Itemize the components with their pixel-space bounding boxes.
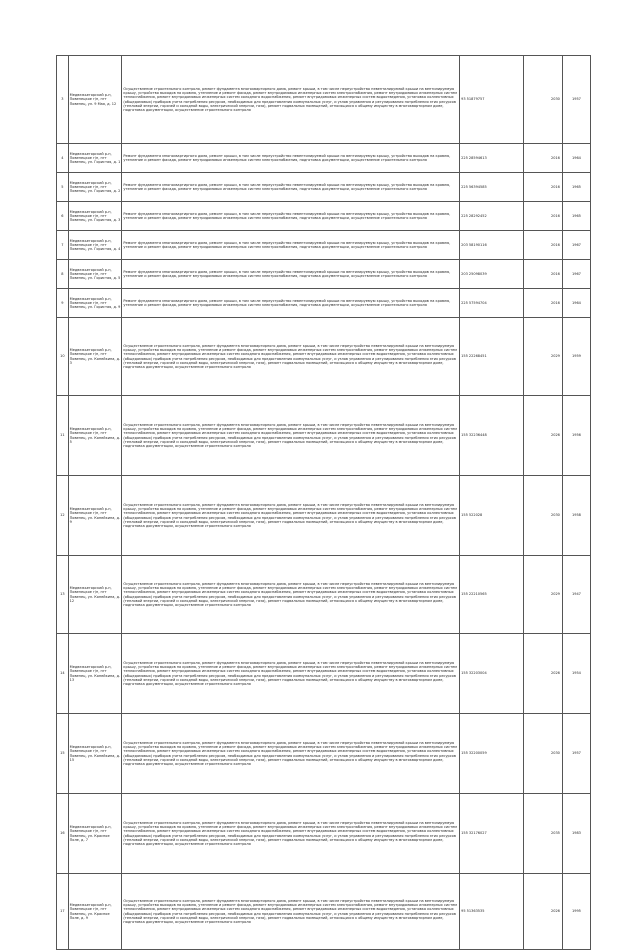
built-year-cell: 1995 bbox=[562, 874, 590, 950]
works-description-cell: Ремонт фундамента многоквартирного дома, ремонт крыши, в том числе переустройство невентилируемой крыши на вентилируемую крышу, устройство выходов на кровлю, утепление и ремонт фасада, ремонт внутридомовых инженерных систем электроснабжения, подготовка документации, осуществление строительного контроля bbox=[122, 260, 460, 289]
address-cell: Медвежьегорский р-н, Повенецкое г/п, пгт Повенец, ул. Гористая, д. 4 bbox=[68, 231, 122, 260]
cost-cell: 155 32203004 bbox=[460, 634, 524, 714]
planned-year-cell: 2016 bbox=[524, 289, 563, 318]
row-number-cell: 9 bbox=[57, 289, 69, 318]
cost-cell: 203 58190116 bbox=[460, 231, 524, 260]
built-year-cell: 1947 bbox=[562, 556, 590, 634]
address-cell: Медвежьегорский р-н, Повенецкое г/п, пгт Повенец, ул. 9 Мая, д. 12 bbox=[68, 56, 122, 144]
works-description-cell: Осуществление строительного контроля, ремонт фундамента многоквартирного дома, ремонт крыши, в том числе переустройство невентилируемой крыши на вентилируемую крышу, устройство выходов на кровлю, утепление и ремонт фасада, ремонт внутридомовых инженерных систем электроснабжения, ремонт внутридомовых инженерных систем теплоснабжения, ремонт внутридомовых инженерных систем холодного водоснабжения, ремонт внутридомовых инженерных систем водоотведения, установка коллективных (общедомовых) приборов учета потребления ресурсов, необходимых для предоставления коммунальных услуг, и узлов управления и регулирования потребления этих ресурсов (тепловой энергии, горячей и холодной воды, электрической энергии, газа), ремонт подвальных помещений, относящихся к общему имуществу в многоквартирном доме, подготовка документации, осуществление строительного контроля bbox=[122, 476, 460, 556]
table-row bbox=[57, 56, 591, 144]
built-year-cell: 1964 bbox=[562, 144, 590, 173]
built-year-cell: 1965 bbox=[562, 202, 590, 231]
works-description-cell: Осуществление строительного контроля, ремонт фундамента многоквартирного дома, ремонт крыши, в том числе переустройство невентилируемой крыши на вентилируемую крышу, устройство выходов на кровлю, утепление и ремонт фасада, ремонт внутридомовых инженерных систем электроснабжения, ремонт внутридомовых инженерных систем теплоснабжения, ремонт внутридомовых инженерных систем холодного водоснабжения, ремонт внутридомовых инженерных систем водоотведения, установка коллективных (общедомовых) приборов учета потребления ресурсов, необходимых для предоставления коммунальных услуг, и узлов управления и регулирования потребления этих ресурсов (тепловой энергии, горячей и холодной воды, электрической энергии, газа), ремонт подвальных помещений, относящихся к общему имуществу в многоквартирном доме, подготовка документации, осуществление строительного контроля bbox=[122, 318, 460, 396]
built-year-cell: 1965 bbox=[562, 173, 590, 202]
cost-cell: 93 51879757 bbox=[460, 56, 524, 144]
table-row bbox=[57, 714, 591, 794]
planned-year-cell: 2016 bbox=[524, 202, 563, 231]
works-description-cell: Осуществление строительного контроля, ремонт фундамента многоквартирного дома, ремонт крыши, в том числе переустройство невентилируемой крыши на вентилируемую крышу, устройство выходов на кровлю, утепление и ремонт фасада, ремонт внутридомовых инженерных систем электроснабжения, ремонт внутридомовых инженерных систем теплоснабжения, ремонт внутридомовых инженерных систем холодного водоснабжения, ремонт внутридомовых инженерных систем водоотведения, установка коллективных (общедомовых) приборов учета потребления ресурсов, необходимых для предоставления коммунальных услуг, и узлов управления и регулирования потребления этих ресурсов (тепловой энергии, горячей и холодной воды, электрической энергии, газа), ремонт подвальных помещений, относящихся к общему имуществу в многоквартирном доме, подготовка документации, осуществление строительного контроля bbox=[122, 396, 460, 476]
row-number-cell: 3 bbox=[57, 56, 69, 144]
works-description-cell: Ремонт фундамента многоквартирного дома, ремонт крыши, в том числе переустройство невентилируемой крыши на вентилируемую крышу, устройство выходов на кровлю, утепление и ремонт фасада, ремонт внутридомовых инженерных систем электроснабжения, подготовка документации, осуществление строительного контроля bbox=[122, 144, 460, 173]
address-cell: Медвежьегорский р-н, Повенецкое г/п, пгт Повенец, ул. Красное Поле, д. 7 bbox=[68, 794, 122, 874]
works-description-cell: Ремонт фундамента многоквартирного дома, ремонт крыши, в том числе переустройство невентилируемой крыши на вентилируемую крышу, устройство выходов на кровлю, утепление и ремонт фасада, ремонт внутридомовых инженерных систем электроснабжения, подготовка документации, осуществление строительного контроля bbox=[122, 289, 460, 318]
row-number-cell: 15 bbox=[57, 714, 69, 794]
row-number-cell: 17 bbox=[57, 874, 69, 950]
table-row bbox=[57, 260, 591, 289]
built-year-cell: 1954 bbox=[562, 634, 590, 714]
works-description-cell: Осуществление строительного контроля, ремонт фундамента многоквартирного дома, ремонт крыши, в том числе переустройство невентилируемой крыши на вентилируемую крышу, устройство выходов на кровлю, утепление и ремонт фасада, ремонт внутридомовых инженерных систем электроснабжения, ремонт внутридомовых инженерных систем теплоснабжения, ремонт внутридомовых инженерных систем холодного водоснабжения, ремонт внутридомовых инженерных систем водоотведения, установка коллективных (общедомовых) приборов учета потребления ресурсов, необходимых для предоставления коммунальных услуг, и узлов управления и регулирования потребления этих ресурсов (тепловой энергии, горячей и холодной воды, электрической энергии, газа), ремонт подвальных помещений, относящихся к общему имуществу в многоквартирном доме, подготовка документации, осуществление строительного контроля bbox=[122, 874, 460, 950]
table-row bbox=[57, 556, 591, 634]
row-number-cell: 10 bbox=[57, 318, 69, 396]
row-number-cell: 14 bbox=[57, 634, 69, 714]
row-number-cell: 12 bbox=[57, 476, 69, 556]
address-cell: Медвежьегорский р-н, Повенецкое г/п, пгт Повенец, ул. Копейкина, д. 3 bbox=[68, 318, 122, 396]
address-cell: Медвежьегорский р-н, Повенецкое г/п, пгт Повенец, ул. Гористая, д. 1 bbox=[68, 144, 122, 173]
cost-cell: 225 28292452 bbox=[460, 202, 524, 231]
table-row bbox=[57, 173, 591, 202]
built-year-cell: 1956 bbox=[562, 396, 590, 476]
cost-cell: 155 22268451 bbox=[460, 318, 524, 396]
built-year-cell: 1964 bbox=[562, 289, 590, 318]
planned-year-cell: 2016 bbox=[524, 173, 563, 202]
table-row bbox=[57, 874, 591, 950]
works-description-cell: Ремонт фундамента многоквартирного дома, ремонт крыши, в том числе переустройство невентилируемой крыши на вентилируемую крышу, устройство выходов на кровлю, утепление и ремонт фасада, ремонт внутридомовых инженерных систем электроснабжения, подготовка документации, осуществление строительного контроля bbox=[122, 173, 460, 202]
row-number-cell: 7 bbox=[57, 231, 69, 260]
planned-year-cell: 2026 bbox=[524, 396, 563, 476]
address-cell: Медвежьегорский р-н, Повенецкое г/п, пгт Повенец, ул. Копейкина, д. 13 bbox=[68, 634, 122, 714]
planned-year-cell: 2029 bbox=[524, 556, 563, 634]
table-row bbox=[57, 396, 591, 476]
built-year-cell: 1957 bbox=[562, 714, 590, 794]
works-description-cell: Ремонт фундамента многоквартирного дома, ремонт крыши, в том числе переустройство невентилируемой крыши на вентилируемую крышу, устройство выходов на кровлю, утепление и ремонт фасада, ремонт внутридомовых инженерных систем электроснабжения, подготовка документации, осуществление строительного контроля bbox=[122, 202, 460, 231]
table-row bbox=[57, 634, 591, 714]
cost-cell: 155 32236448 bbox=[460, 396, 524, 476]
table-row bbox=[57, 144, 591, 173]
built-year-cell: 1983 bbox=[562, 794, 590, 874]
planned-year-cell: 2016 bbox=[524, 144, 563, 173]
table-row bbox=[57, 202, 591, 231]
works-description-cell: Ремонт фундамента многоквартирного дома, ремонт крыши, в том числе переустройство невентилируемой крыши на вентилируемую крышу, устройство выходов на кровлю, утепление и ремонт фасада, ремонт внутридомовых инженерных систем электроснабжения, подготовка документации, осуществление строительного контроля bbox=[122, 231, 460, 260]
cost-cell: 155 32200059 bbox=[460, 714, 524, 794]
table-row bbox=[57, 231, 591, 260]
row-number-cell: 6 bbox=[57, 202, 69, 231]
cost-cell: 203 25098039 bbox=[460, 260, 524, 289]
row-number-cell: 4 bbox=[57, 144, 69, 173]
cost-cell: 155 22210565 bbox=[460, 556, 524, 634]
cost-cell: 155 32176027 bbox=[460, 794, 524, 874]
table-row bbox=[57, 794, 591, 874]
planned-year-cell: 2030 bbox=[524, 714, 563, 794]
row-number-cell: 16 bbox=[57, 794, 69, 874]
planned-year-cell: 2030 bbox=[524, 476, 563, 556]
table-row bbox=[57, 289, 591, 318]
address-cell: Медвежьегорский р-н, Повенецкое г/п, пгт Повенец, ул. Гористая, д. 9 bbox=[68, 289, 122, 318]
row-number-cell: 11 bbox=[57, 396, 69, 476]
row-number-cell: 8 bbox=[57, 260, 69, 289]
row-number-cell: 5 bbox=[57, 173, 69, 202]
planned-year-cell: 2016 bbox=[524, 260, 563, 289]
works-description-cell: Осуществление строительного контроля, ремонт фундамента многоквартирного дома, ремонт крыши, в том числе переустройство невентилируемой крыши на вентилируемую крышу, устройство выходов на кровлю, утепление и ремонт фасада, ремонт внутридомовых инженерных систем электроснабжения, ремонт внутридомовых инженерных систем теплоснабжения, ремонт внутридомовых инженерных систем холодного водоснабжения, ремонт внутридомовых инженерных систем водоотведения, установка коллективных (общедомовых) приборов учета потребления ресурсов, необходимых для предоставления коммунальных услуг, и узлов управления и регулирования потребления этих ресурсов (тепловой энергии, горячей и холодной воды, электрической энергии, газа), ремонт подвальных помещений, относящихся к общему имуществу в многоквартирном доме, подготовка документации, осуществление строительного контроля bbox=[122, 556, 460, 634]
table-body bbox=[57, 56, 591, 950]
address-cell: Медвежьегорский р-н, Повенецкое г/п, пгт Повенец, ул. Копейкина, д. 5 bbox=[68, 396, 122, 476]
table-row bbox=[57, 476, 591, 556]
works-description-cell: Осуществление строительного контроля, ремонт фундамента многоквартирного дома, ремонт крыши, в том числе переустройство невентилируемой крыши на вентилируемую крышу, устройство выходов на кровлю, утепление и ремонт фасада, ремонт внутридомовых инженерных систем электроснабжения, ремонт внутридомовых инженерных систем теплоснабжения, ремонт внутридомовых инженерных систем холодного водоснабжения, ремонт внутридомовых инженерных систем водоотведения, установка коллективных (общедомовых) приборов учета потребления ресурсов, необходимых для предоставления коммунальных услуг, и узлов управления и регулирования потребления этих ресурсов (тепловой энергии, горячей и холодной воды, электрической энергии, газа), ремонт подвальных помещений, относящихся к общему имуществу в многоквартирном доме, подготовка документации, осуществление строительного контроля bbox=[122, 634, 460, 714]
planned-year-cell: 2026 bbox=[524, 874, 563, 950]
built-year-cell: 1967 bbox=[562, 231, 590, 260]
address-cell: Медвежьегорский р-н, Повенецкое г/п, пгт Повенец, ул. Копейкина, д. 9 bbox=[68, 476, 122, 556]
cost-cell: 225 56394585 bbox=[460, 173, 524, 202]
planned-year-cell: 2029 bbox=[524, 318, 563, 396]
repair-program-table bbox=[56, 55, 591, 950]
planned-year-cell: 2035 bbox=[524, 794, 563, 874]
table-row bbox=[57, 318, 591, 396]
address-cell: Медвежьегорский р-н, Повенецкое г/п, пгт Повенец, ул. Гористая, д. 5 bbox=[68, 260, 122, 289]
cost-cell: 225 28594613 bbox=[460, 144, 524, 173]
works-description-cell: Осуществление строительного контроля, ремонт фундамента многоквартирного дома, ремонт крыши, в том числе переустройство невентилируемой крыши на вентилируемую крышу, устройство выходов на кровлю, утепление и ремонт фасада, ремонт внутридомовых инженерных систем электроснабжения, ремонт внутридомовых инженерных систем теплоснабжения, ремонт внутридомовых инженерных систем холодного водоснабжения, ремонт внутридомовых инженерных систем водоотведения, установка коллективных (общедомовых) приборов учета потребления ресурсов, необходимых для предоставления коммунальных услуг, и узлов управления и регулирования потребления этих ресурсов (тепловой энергии, горячей и холодной воды, электрической энергии, газа), ремонт подвальных помещений, относящихся к общему имуществу в многоквартирном доме, подготовка документации, осуществление строительного контроля bbox=[122, 714, 460, 794]
cost-cell: 155 522028 bbox=[460, 476, 524, 556]
built-year-cell: 1967 bbox=[562, 260, 590, 289]
works-description-cell: Осуществление строительного контроля, ремонт фундамента многоквартирного дома, ремонт крыши, в том числе переустройство невентилируемой крыши на вентилируемую крышу, устройство выходов на кровлю, утепление и ремонт фасада, ремонт внутридомовых инженерных систем электроснабжения, ремонт внутридомовых инженерных систем теплоснабжения, ремонт внутридомовых инженерных систем холодного водоснабжения, ремонт внутридомовых инженерных систем водоотведения, установка коллективных (общедомовых) приборов учета потребления ресурсов, необходимых для предоставления коммунальных услуг, и узлов управления и регулирования потребления этих ресурсов (тепловой энергии, горячей и холодной воды, электрической энергии, газа), ремонт подвальных помещений, относящихся к общему имуществу в многоквартирном доме, подготовка документации, осуществление строительного контроля bbox=[122, 56, 460, 144]
address-cell: Медвежьегорский р-н, Повенецкое г/п, пгт Повенец, ул. Копейкина, д. 12 bbox=[68, 556, 122, 634]
built-year-cell: 1958 bbox=[562, 476, 590, 556]
planned-year-cell: 2030 bbox=[524, 56, 563, 144]
planned-year-cell: 2026 bbox=[524, 634, 563, 714]
cost-cell: 225 57594704 bbox=[460, 289, 524, 318]
row-number-cell: 13 bbox=[57, 556, 69, 634]
planned-year-cell: 2016 bbox=[524, 231, 563, 260]
address-cell: Медвежьегорский р-н, Повенецкое г/п, пгт Повенец, ул. Красное Поле, д. 9 bbox=[68, 874, 122, 950]
built-year-cell: 1957 bbox=[562, 56, 590, 144]
built-year-cell: 1959 bbox=[562, 318, 590, 396]
address-cell: Медвежьегорский р-н, Повенецкое г/п, пгт Повенец, ул. Гористая, д. 2 bbox=[68, 173, 122, 202]
address-cell: Медвежьегорский р-н, Повенецкое г/п, пгт Повенец, ул. Копейкина, д. 15 bbox=[68, 714, 122, 794]
works-description-cell: Осуществление строительного контроля, ремонт фундамента многоквартирного дома, ремонт крыши, в том числе переустройство невентилируемой крыши на вентилируемую крышу, устройство выходов на кровлю, утепление и ремонт фасада, ремонт внутридомовых инженерных систем электроснабжения, ремонт внутридомовых инженерных систем теплоснабжения, ремонт внутридомовых инженерных систем холодного водоснабжения, ремонт внутридомовых инженерных систем водоотведения, установка коллективных (общедомовых) приборов учета потребления ресурсов, необходимых для предоставления коммунальных услуг, и узлов управления и регулирования потребления этих ресурсов (тепловой энергии, горячей и холодной воды, электрической энергии, газа), ремонт подвальных помещений, относящихся к общему имуществу в многоквартирном доме, подготовка документации, осуществление строительного контроля bbox=[122, 794, 460, 874]
cost-cell: 95 51363535 bbox=[460, 874, 524, 950]
address-cell: Медвежьегорский р-н, Повенецкое г/п, пгт Повенец, ул. Гористая, д. 3 bbox=[68, 202, 122, 231]
